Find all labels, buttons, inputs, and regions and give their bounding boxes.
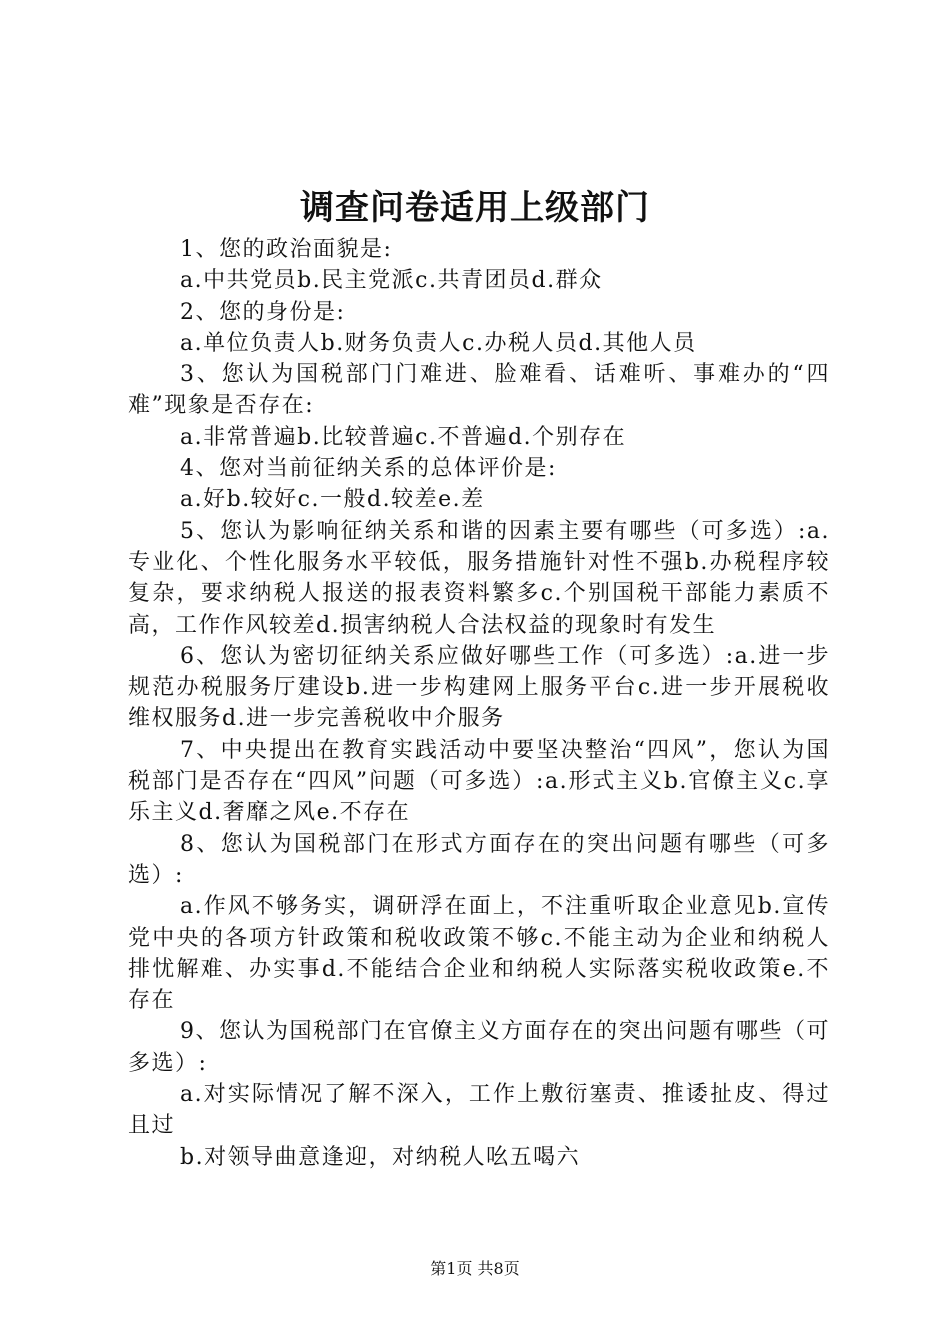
- question-1-options: a.中共党员b.民主党派c.共青团员d.群众: [180, 268, 603, 294]
- question-9-option-b: b.对领导曲意逢迎，对纳税人吆五喝六: [180, 1144, 581, 1170]
- question-3: 3、您认为国税部门门难进、脸难看、话难听、事难办的“四难”现象是否存在:: [128, 362, 830, 419]
- question-3-options: a.非常普遍b.比较普遍c.不普遍d.个别存在: [180, 424, 627, 450]
- question-9-option-a: a.对实际情况了解不深入，工作上敷衍塞责、推诿扯皮、得过且过: [128, 1082, 830, 1139]
- question-6: 6、您认为密切征纳关系应做好哪些工作（可多选）:a.进一步规范办税服务厅建设b.进一步构建网上服务平台c.进一步开展税收维权服务d.进一步完善税收中介服务: [128, 643, 830, 732]
- document-body: [128, 234, 830, 1173]
- question-1: 1、您的政治面貌是:: [180, 237, 393, 262]
- question-2: 2、您的身份是:: [180, 299, 346, 325]
- document-title: 调查问卷适用上级部门: [300, 188, 650, 228]
- question-8-options: a.作风不够务实，调研浮在面上，不注重听取企业意见b.宣传党中央的各项方针政策和税收政策不够c.不能主动为企业和纳税人排忧解难、办实事d.不能结合企业和纳税人实际落实税收政策e.不存在: [128, 894, 830, 1014]
- question-4: 4、您对当前征纳关系的总体评价是:: [180, 456, 557, 482]
- question-8: 8、您认为国税部门在形式方面存在的突出问题有哪些（可多选）:: [128, 831, 830, 888]
- question-5: 5、您认为影响征纳关系和谐的因素主要有哪些（可多选）:a.专业化、个性化服务水平较低，服务措施针对性不强b.办税程序较复杂，要求纳税人报送的报表资料繁多c.个别国税干部能力素质不高，工作作风较差d.损害纳税人合法权益的现象时有发生: [128, 518, 830, 638]
- page-footer: 第1页 共8页: [430, 1259, 520, 1278]
- question-2-options: a.单位负责人b.财务负责人c.办税人员d.其他人员: [180, 330, 697, 356]
- question-7: 7、中央提出在教育实践活动中要坚决整治“四风”，您认为国税部门是否存在“四风”问题（可多选）:a.形式主义b.官僚主义c.享乐主义d.奢靡之风e.不存在: [128, 737, 830, 826]
- question-4-options: a.好b.较好c.一般d.较差e.差: [180, 487, 485, 513]
- question-9: 9、您认为国税部门在官僚主义方面存在的突出问题有哪些（可多选）:: [128, 1019, 830, 1076]
